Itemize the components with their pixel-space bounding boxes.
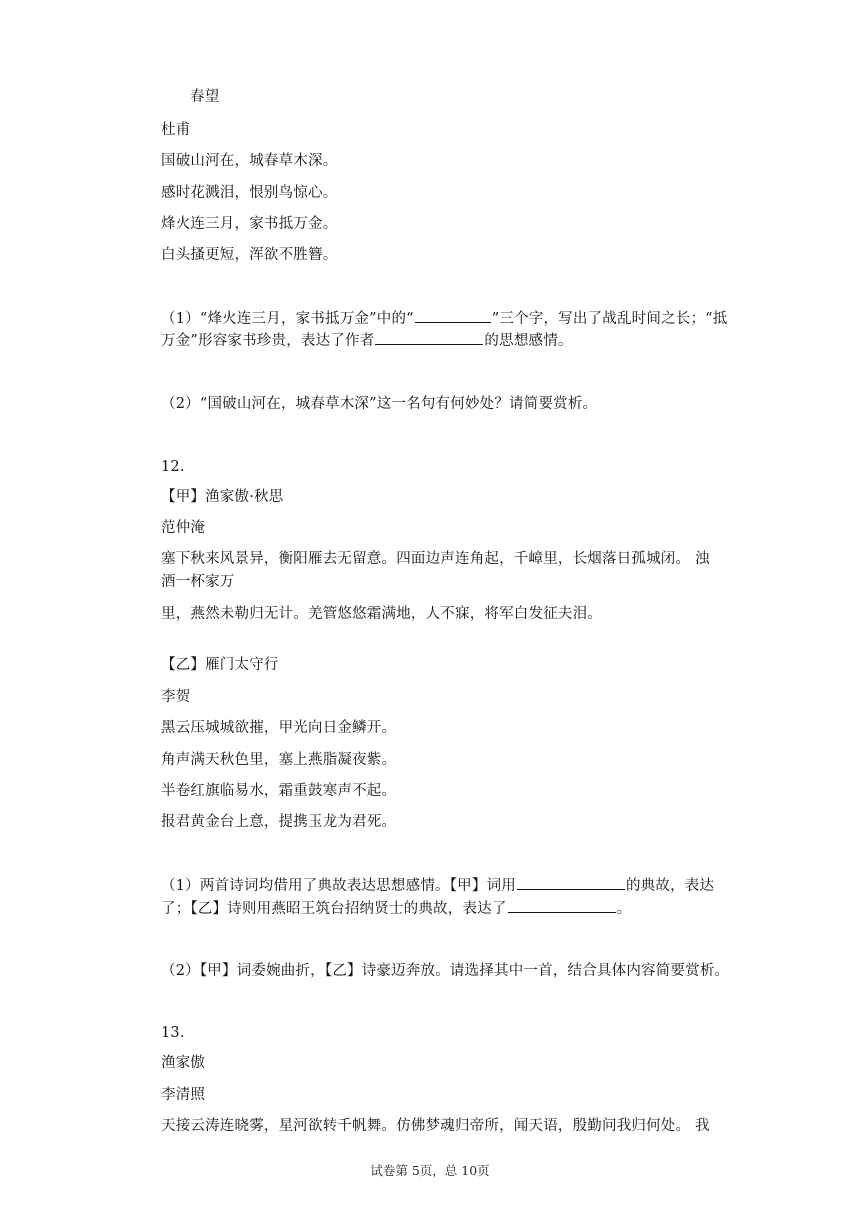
q12-sub2: （2）【甲】词委婉曲折，【乙】诗豪迈奔放。请选择其中一首，结合具体内容简要赏析。 (161, 963, 730, 979)
poem-title-yujiaao: 渔家傲 (161, 1055, 206, 1071)
poem-title-chunwang: 春望 (190, 89, 220, 105)
question-number-12: 12. (161, 459, 185, 475)
q11-sub2: （2）“国破山河在，城春草木深”这一名句有何妙处？请简要赏析。 (161, 396, 598, 412)
answer-blank[interactable] (508, 897, 616, 913)
poem-author-lihe: 李贺 (161, 689, 191, 705)
q11-sub1-text: 万金”形容家书珍贵，表达了作者 (161, 333, 375, 349)
poem-line: 感时花溅泪，恨别鸟惊心。 (161, 185, 338, 201)
answer-blank[interactable] (415, 307, 491, 323)
poem-line: 烽火连三月，家书抵万金。 (161, 216, 338, 232)
answer-blank[interactable] (517, 874, 625, 890)
poem-line: 角声满天秋色里，塞上燕脂凝夜紫。 (161, 752, 397, 768)
q12-sub1-line2 (161, 897, 631, 920)
poem-text-line: 天接云涛连晓雾，星河欲转千帆舞。仿佛梦魂归帝所，闻天语，殷勤问我归何处。 我 (161, 1118, 710, 1134)
q11-sub1-text: ”三个字，写出了战乱时间之长；“抵 (491, 311, 728, 327)
q12-sub1-text: 。 (616, 901, 632, 917)
poem-title-jia: 【甲】渔家傲·秋思 (161, 489, 284, 505)
poem-text-line: 酒一杯家万 (161, 574, 235, 590)
answer-blank[interactable] (375, 329, 483, 345)
q12-sub1-text: 了；【乙】诗则用燕昭王筑台招纳贤士的典故，表达了 (161, 901, 507, 917)
poem-line: 半卷红旗临易水，霜重鼓寒声不起。 (161, 783, 397, 799)
q11-sub1-line2 (161, 329, 573, 352)
poem-line: 报君黄金台上意，提携玉龙为君死。 (161, 814, 397, 830)
poem-author-fanzhongyan: 范仲淹 (161, 520, 206, 536)
q12-sub1-text: （1）两首诗词均借用了典故表达思想感情。【甲】词用 (161, 878, 516, 894)
poem-line: 白头搔更短，浑欲不胜簪。 (161, 247, 338, 263)
q11-sub1-text: 的思想感情。 (484, 333, 573, 349)
q11-sub1-line1 (161, 307, 728, 330)
q11-sub1-text: （1）“烽火连三月，家书抵万金”中的“ (161, 311, 414, 327)
q12-sub1-text: 的典故，表达 (625, 878, 715, 894)
poem-text-line: 塞下秋来风景异，衡阳雁去无留意。四面边声连角起，千嶂里，长烟落日孤城闭。 浊 (161, 551, 710, 567)
poem-line: 国破山河在，城春草木深。 (161, 153, 338, 169)
page-footer: 试卷第 5页，总 10页 (370, 1163, 490, 1178)
poem-author-dufu: 杜甫 (161, 122, 191, 138)
question-number-13: 13. (161, 1025, 185, 1041)
poem-author-liqingzhao: 李清照 (161, 1087, 206, 1103)
q12-sub1-line1 (161, 874, 714, 897)
poem-title-yi: 【乙】雁门太守行 (161, 657, 279, 673)
poem-line: 黑云压城城欲摧，甲光向日金鳞开。 (161, 720, 397, 736)
poem-text-line: 里，燕然未勒归无计。羌管悠悠霜满地，人不寐，将军白发征夫泪。 (161, 606, 602, 622)
